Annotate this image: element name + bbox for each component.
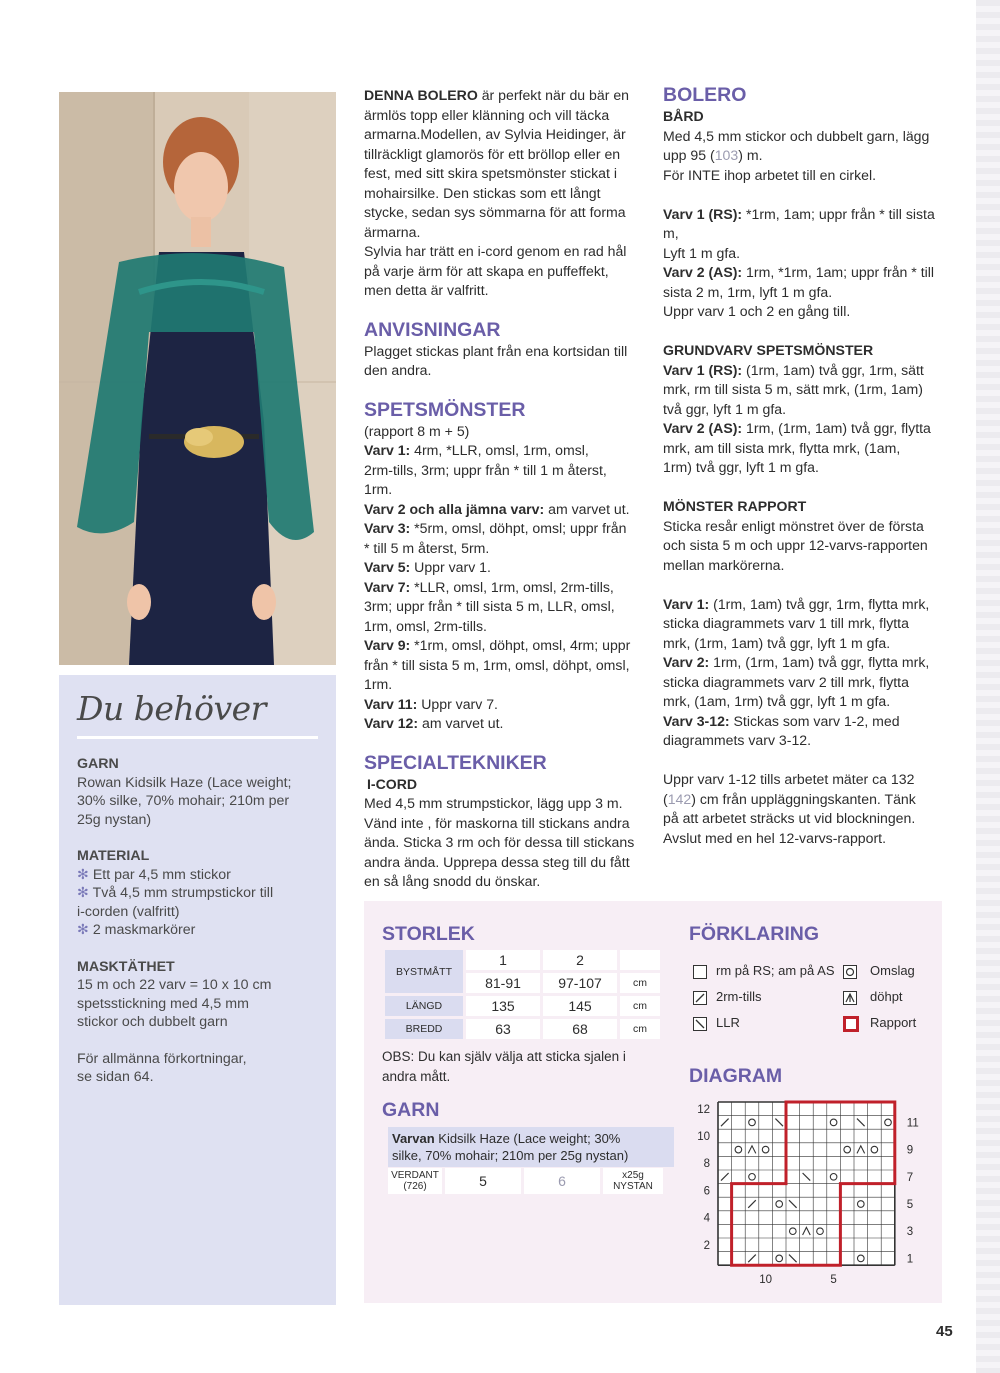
size-unit-blank [620, 950, 660, 970]
length-row [385, 996, 660, 1016]
yarn-qty-1: 5 [445, 1168, 521, 1194]
icord-text: Med 4,5 mm strumpstickor, lägg upp 3 m. Vänd inte , för maskorna till stickans andra ända. Sticka 3 rm och för dessa till stickans andra ända. Upprepa dessa steg till du fått en så lång snodd du önskar. [364, 795, 635, 889]
legend: rm på RS; am på AS 2rm-tills LLR Omslag döhpt Rapport [693, 963, 933, 1043]
chart-column-label: 10 [759, 1274, 772, 1287]
materials-box [59, 675, 336, 1305]
materials-title: Du behöver [77, 689, 266, 728]
chart-row-label: 12 [697, 1103, 710, 1116]
gauge-heading: MASKTÄTHET [77, 958, 175, 975]
border-text: Med 4,5 mm stickor och dubbelt garn, lägg upp 95 (103) m. För INTE ihop arbetet till en cirkel. [663, 127, 930, 183]
yarn-description: Varvan Kidsilk Haze (Lace weight; 30% silke, 70% mohair; 210m per 25g nystan) [388, 1127, 674, 1167]
yarn-qty-2: 6 [524, 1168, 600, 1194]
finishing-text: Uppr varv 1-12 tills arbetet mäter ca 132 (142) cm från uppläggningskanten. Tänk på att arbetet sträcks ut vid blockningen. Avslut med en hel 12-varvs-rapport. [663, 771, 916, 846]
intro-paragraph: DENNA BOLERO är perfekt när du bär en ärmlös topp eller klänning och vill täcka armarna.Modellen, av Sylvia Heidinger, är tillräckligt glamorös för ett bröllop eller en fest, med sitt skira spetsmönster stickat i mohairsilke. Den stickas som ett långt stycke, sedan sys sömmarna för att forma ärmarna. Sylvia har trätt en i-cord genom en rad hål på varje ärm för att skapa en puffeffekt, men detta är valfritt. [364, 87, 630, 298]
width-1: 63 [466, 1019, 540, 1039]
icord-heading: I-CORD [367, 775, 418, 792]
asterisk-icon: ✻ [77, 885, 89, 901]
model-photo [59, 92, 336, 665]
lace-chart [686, 1094, 926, 1294]
width-2: 68 [543, 1019, 617, 1039]
yarn-box-heading: GARN [382, 1099, 440, 1121]
yarnover-icon [843, 965, 857, 979]
asterisk-icon: ✻ [77, 866, 89, 883]
size-heading: STORLEK [382, 923, 475, 945]
k2tog-icon [693, 991, 707, 1005]
yarn-unit: x25g NYSTAN [603, 1168, 663, 1194]
material-list: ✻ Ett par 4,5 mm stickor ✻ Två 4,5 mm strumpstickor till i-corden (valfritt) ✻ 2 maskmarkörer [77, 866, 274, 938]
blank-square-icon [693, 965, 707, 979]
legend-heading: FÖRKLARING [689, 923, 819, 945]
pattern-repeat-heading: MÖNSTER RAPPORT [663, 498, 807, 514]
border-rows: Varv 1 (RS): *1rm, 1am; uppr från * till sista m, Lyft 1 m gfa. Varv 2 (AS): 1rm, *1rm, 1am; uppr från * till sista 2 m, 1rm, lyft 1 m gfa. Uppr varv 1 och 2 en gång till. [663, 205, 935, 319]
border-heading: BÅRD [663, 108, 704, 124]
chart-row-label: 6 [703, 1185, 710, 1198]
size-1: 1 [466, 950, 540, 970]
base-rows-heading: GRUNDVARV SPETSMÖNSTER [663, 342, 874, 358]
length-1: 135 [466, 996, 540, 1016]
chart-row-label: 8 [703, 1158, 710, 1171]
chart-column-label: 5 [830, 1274, 837, 1287]
bust-1: 81-91 [466, 973, 540, 993]
chart-row-label: 4 [703, 1212, 710, 1225]
yarn-text: Rowan Kidsilk Haze (Lace weight; 30% silke, 70% mohair; 210m per 25g nystan) [77, 774, 292, 828]
bust-unit: cm [620, 973, 660, 993]
gauge-text: 15 m och 22 varv = 10 x 10 cm spetsstickning med 4,5 mm stickor och dubbelt garn [77, 977, 272, 1030]
page-number: 45 [936, 1323, 953, 1340]
pattern-repeat-text: Sticka resår enligt mönstret över de första och sista 5 m och uppr 12-varvs-rapporten mellan markörerna. [663, 517, 928, 573]
size-chart-panel [364, 901, 942, 1303]
length-unit: cm [620, 996, 660, 1016]
chart-row-label: 7 [906, 1171, 914, 1184]
chart-row-label: 10 [697, 1131, 710, 1143]
bolero-heading: BOLERO [663, 84, 747, 106]
size-2: 2 [543, 950, 617, 970]
instructions-text: Plagget stickas plant från ena kortsidan till den andra. [364, 342, 628, 378]
title-underline [77, 736, 318, 739]
chart-row-label: 1 [906, 1253, 914, 1266]
size-note: OBS: Du kan själv välja att sticka sjalen i andra mått. [382, 1049, 626, 1084]
material-heading: MATERIAL [77, 848, 150, 864]
double-decrease-icon [843, 991, 857, 1005]
asterisk-icon: ✻ [77, 922, 89, 938]
width-label: BREDD [385, 1019, 463, 1039]
middle-column [364, 86, 649, 892]
pattern-rows: Varv 1: (1rm, 1am) två ggr, 1rm, flytta mrk, sticka diagrammets varv 1 till mrk, flytta mrk, (1rm, 1am) två ggr, lyft 1 m gfa. Varv 2: 1rm, (1rm, 1am) två ggr, flytta mrk, sticka diagrammets varv 2 till mrk, flytta mrk, (1am, 1rm) två ggr, lyft 1 m gfa. Varv 3-12: Stickas som varv 1-2, med diagrammets varv 3-12. [663, 595, 930, 748]
base-rows-text: Varv 1 (RS): (1rm, 1am) två ggr, 1rm, sätt mrk, rm till sista 5 m, sätt mrk, (1rm, 1am) två ggr, lyft 1 m gfa. Varv 2 (AS): 1rm, (1rm, 1am) två ggr, flytta mrk, am till sista mrk, flytta mrk, (1am, 1rm) två ggr, lyft 1 m gfa. [663, 361, 931, 475]
width-unit: cm [620, 1019, 660, 1039]
repeat-box-icon [843, 1016, 859, 1032]
llr-icon [693, 1017, 707, 1031]
chart-row-label: 3 [906, 1226, 914, 1239]
diagram-heading: DIAGRAM [689, 1065, 783, 1087]
chart-row-label: 5 [906, 1199, 914, 1211]
size-table [382, 947, 663, 1042]
knit-texture-strip [976, 0, 1000, 1373]
width-row [385, 1019, 660, 1039]
special-techniques-heading: SPECIALTEKNIKER [364, 751, 547, 774]
lace-pattern-heading: SPETSMÖNSTER [364, 398, 526, 421]
chart-row-label: 2 [703, 1239, 710, 1252]
instructions-heading: ANVISNINGAR [364, 318, 501, 341]
yarn-color: VERDANT (726) [388, 1168, 442, 1194]
chart-row-label: 11 [906, 1117, 919, 1130]
length-2: 145 [543, 996, 617, 1016]
length-label: LÄNGD [385, 996, 463, 1016]
right-column [663, 84, 948, 848]
materials-body [77, 755, 322, 1105]
abbreviations-note: För allmänna förkortningar, se sidan 64. [77, 1050, 247, 1085]
bust-2: 97-107 [543, 973, 617, 993]
yarn-quantity-table [385, 1165, 666, 1197]
chart-row-label: 9 [906, 1144, 914, 1157]
size-row [385, 950, 660, 970]
yarn-quantity-row [388, 1168, 663, 1194]
yarn-heading: GARN [77, 756, 119, 772]
bust-label: BYSTMÅTT [385, 950, 463, 993]
lace-pattern-rows: (rapport 8 m + 5) Varv 1: 4rm, *LLR, omsl, 1rm, omsl, 2rm-tills, 3rm; uppr från * till 1 m återst, 1rm. Varv 2 och alla jämna varv: am varvet ut. Varv 3: *5rm, omsl, döhpt, omsl; uppr från * till 5 m återst, 5rm. Varv 5: Uppr varv 1. Varv 7: *LLR, omsl, 1rm, omsl, 2rm-tills, 3rm; uppr från * till sista 5 m, LLR, omsl, 1rm, omsl, 2rm-tills. Varv 9: *1rm, omsl, döhpt, omsl, 4rm; uppr från * till sista 5 m, 1rm, omsl, döhpt, omsl, 1rm. Varv 11: Uppr varv 7. Varv 12: am varvet ut. [364, 422, 631, 731]
